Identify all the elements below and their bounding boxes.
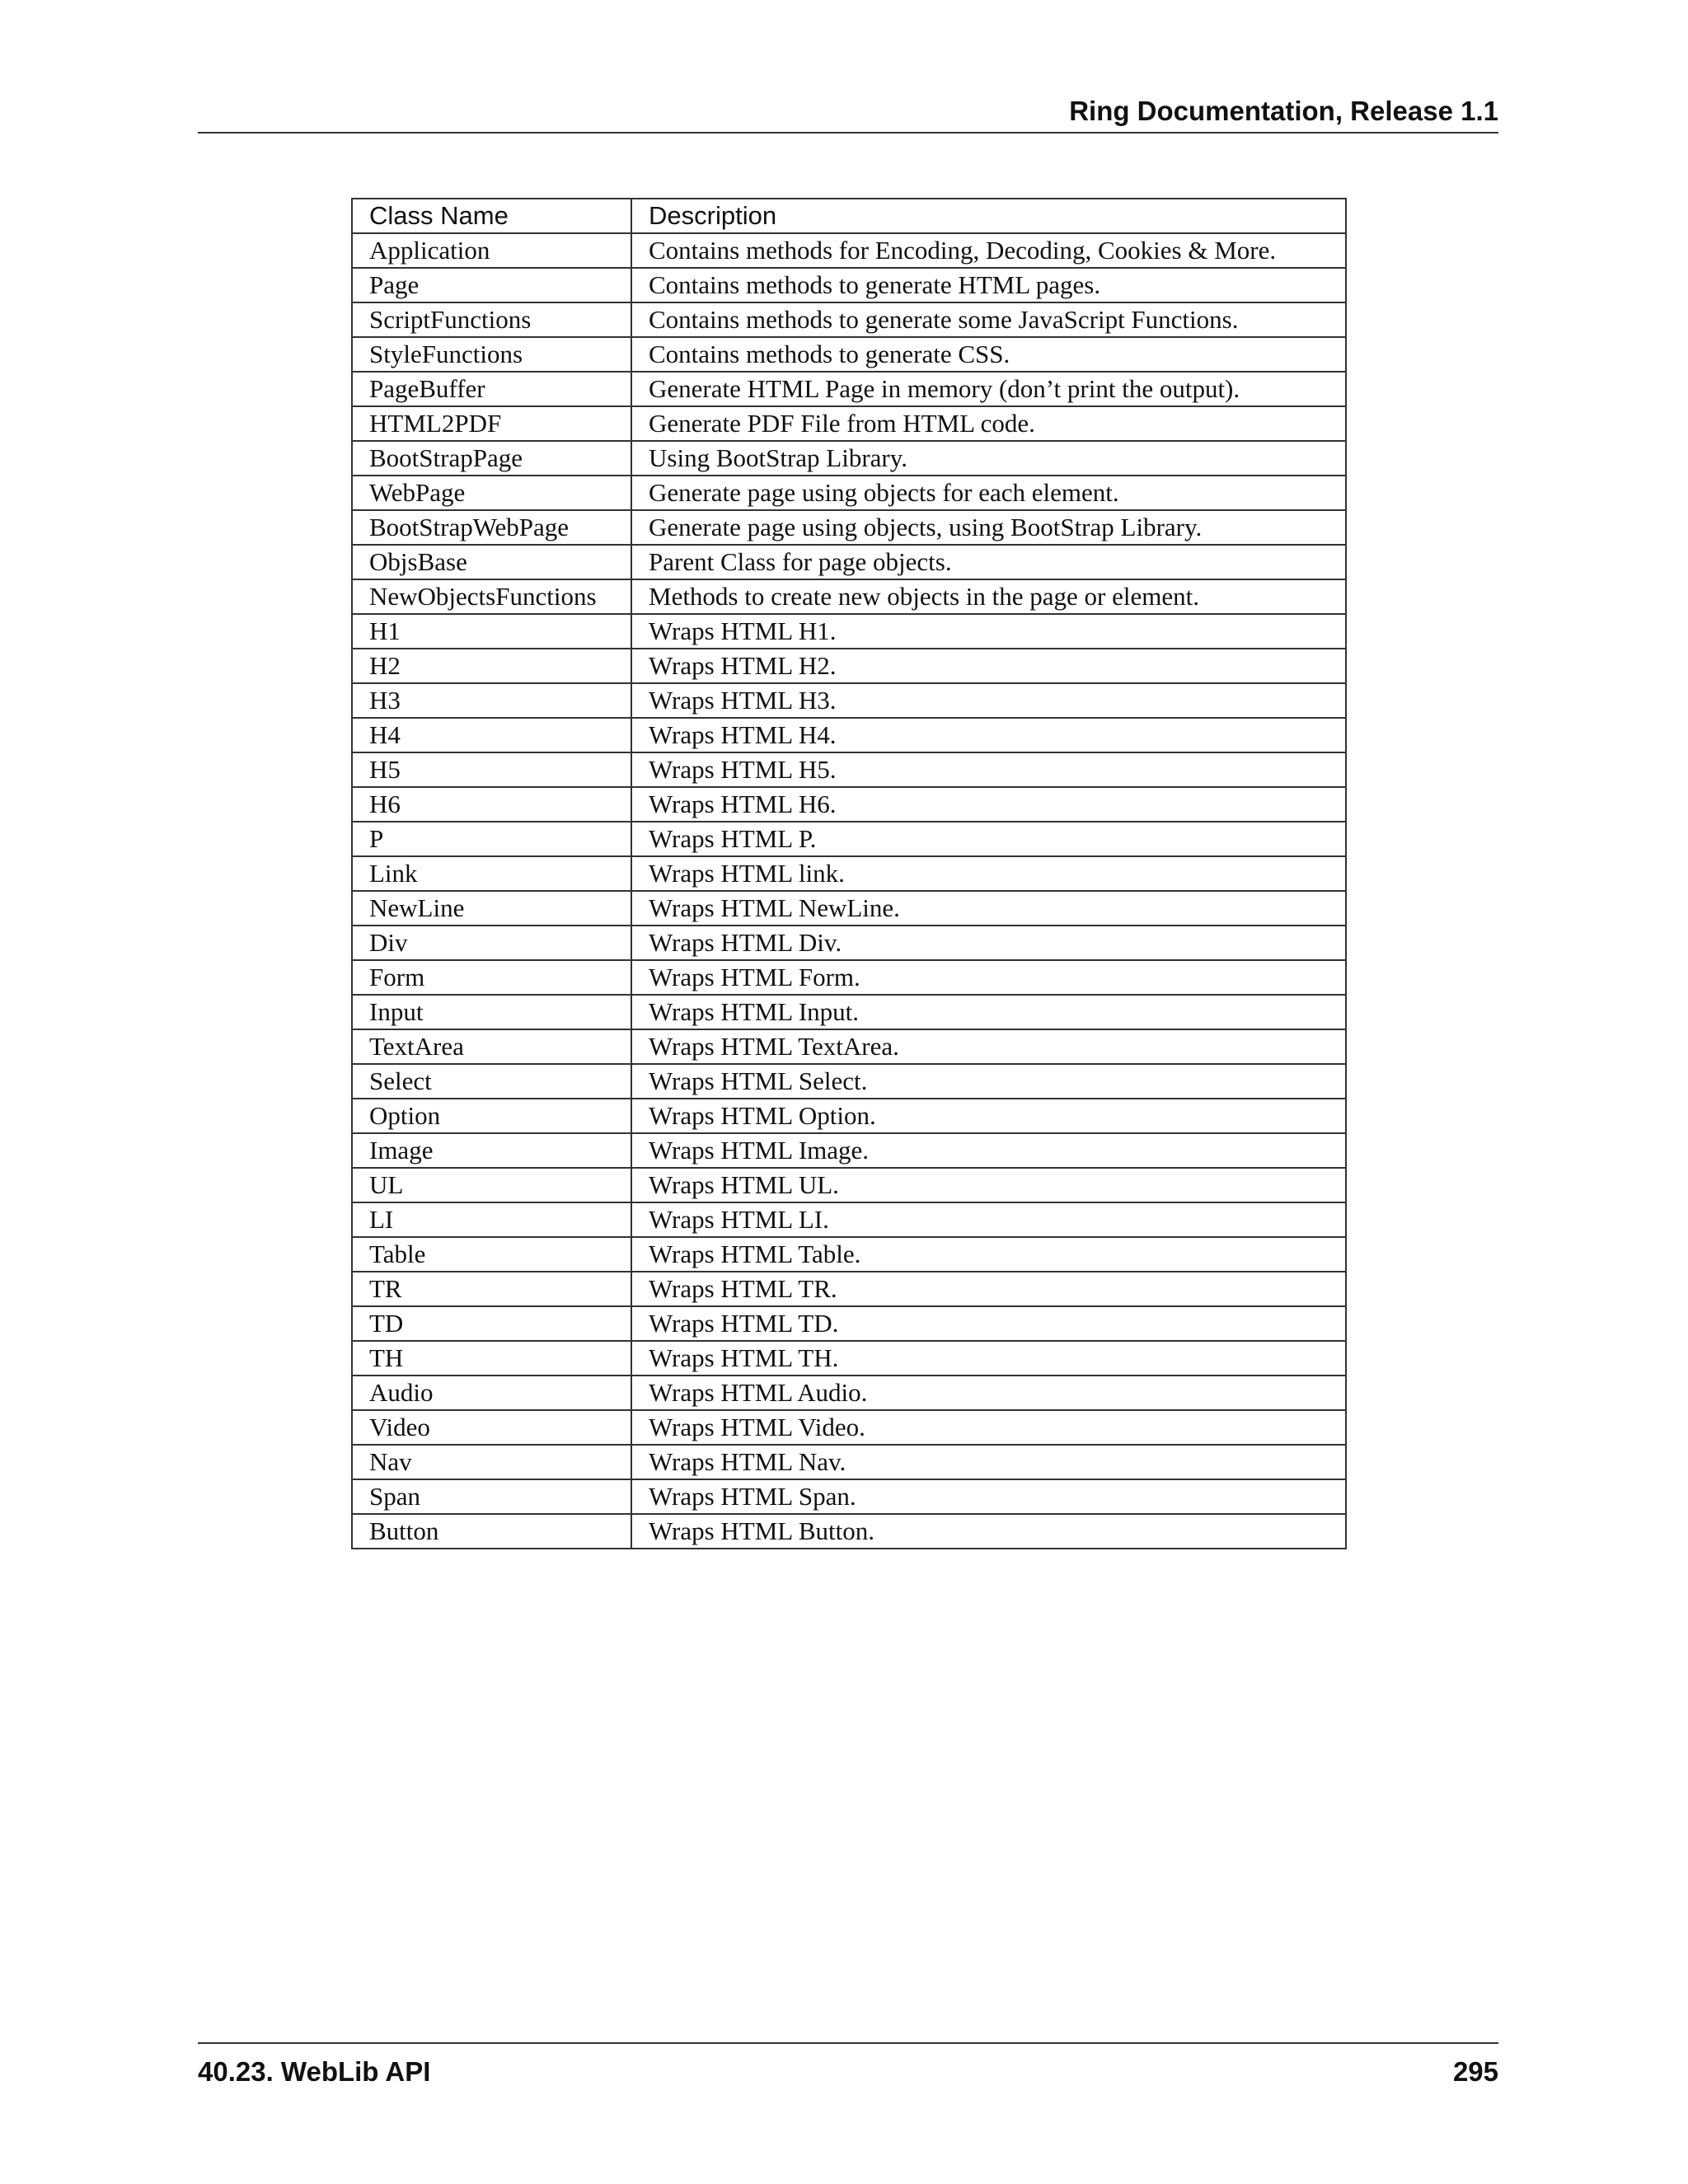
table-row xyxy=(352,995,1346,1029)
class-name-cell: NewObjectsFunctions xyxy=(352,579,631,614)
table-row xyxy=(352,683,1346,718)
description-cell: Wraps HTML H4. xyxy=(631,718,1346,752)
table-row xyxy=(352,1514,1346,1549)
description-cell: Contains methods to generate CSS. xyxy=(631,337,1346,372)
table-row xyxy=(352,302,1346,337)
class-name-cell: H5 xyxy=(352,752,631,787)
description-cell: Using BootStrap Library. xyxy=(631,441,1346,476)
table-row xyxy=(352,1341,1346,1376)
table-row xyxy=(352,510,1346,545)
description-cell: Wraps HTML Div. xyxy=(631,926,1346,960)
table-row xyxy=(352,614,1346,649)
table-body xyxy=(352,233,1346,1549)
description-cell: Wraps HTML NewLine. xyxy=(631,891,1346,926)
table-row xyxy=(352,1479,1346,1514)
table-row xyxy=(352,649,1346,683)
description-cell: Wraps HTML TD. xyxy=(631,1306,1346,1341)
class-name-cell: Button xyxy=(352,1514,631,1549)
class-name-cell: BootStrapWebPage xyxy=(352,510,631,545)
column-header-class-name: Class Name xyxy=(352,199,631,233)
description-cell: Wraps HTML Table. xyxy=(631,1237,1346,1272)
description-cell: Generate HTML Page in memory (don’t print the output). xyxy=(631,372,1346,406)
class-name-cell: TD xyxy=(352,1306,631,1341)
description-cell: Wraps HTML UL. xyxy=(631,1168,1346,1202)
description-cell: Wraps HTML H6. xyxy=(631,787,1346,822)
table-row xyxy=(352,787,1346,822)
class-name-cell: P xyxy=(352,822,631,856)
table-row xyxy=(352,1445,1346,1479)
table-row xyxy=(352,1202,1346,1237)
description-cell: Wraps HTML link. xyxy=(631,856,1346,891)
table-row xyxy=(352,268,1346,302)
description-cell: Generate PDF File from HTML code. xyxy=(631,406,1346,441)
class-name-cell: Option xyxy=(352,1099,631,1133)
description-cell: Wraps HTML Form. xyxy=(631,960,1346,995)
class-table xyxy=(351,198,1347,1549)
class-name-cell: BootStrapPage xyxy=(352,441,631,476)
table-row xyxy=(352,752,1346,787)
class-name-cell: Image xyxy=(352,1133,631,1168)
table-row xyxy=(352,822,1346,856)
table-row xyxy=(352,1272,1346,1306)
page-footer xyxy=(198,2042,1498,2090)
class-name-cell: PageBuffer xyxy=(352,372,631,406)
class-name-cell: H3 xyxy=(352,683,631,718)
table-row xyxy=(352,960,1346,995)
description-cell: Wraps HTML Span. xyxy=(631,1479,1346,1514)
table-row xyxy=(352,1064,1346,1099)
description-cell: Wraps HTML H3. xyxy=(631,683,1346,718)
table-row xyxy=(352,1410,1346,1445)
class-name-cell: NewLine xyxy=(352,891,631,926)
class-name-cell: TextArea xyxy=(352,1029,631,1064)
description-cell: Wraps HTML TH. xyxy=(631,1341,1346,1376)
table-row xyxy=(352,718,1346,752)
class-name-cell: TH xyxy=(352,1341,631,1376)
table-row xyxy=(352,1099,1346,1133)
table-row xyxy=(352,406,1346,441)
description-cell: Wraps HTML H5. xyxy=(631,752,1346,787)
description-cell: Wraps HTML H1. xyxy=(631,614,1346,649)
class-name-cell: Span xyxy=(352,1479,631,1514)
description-cell: Generate page using objects for each element. xyxy=(631,476,1346,510)
description-cell: Wraps HTML H2. xyxy=(631,649,1346,683)
class-name-cell: H6 xyxy=(352,787,631,822)
description-cell: Wraps HTML TR. xyxy=(631,1272,1346,1306)
table-row xyxy=(352,372,1346,406)
class-name-cell: Div xyxy=(352,926,631,960)
class-name-cell: Link xyxy=(352,856,631,891)
table-row xyxy=(352,337,1346,372)
table-row xyxy=(352,1029,1346,1064)
description-cell: Generate page using objects, using BootStrap Library. xyxy=(631,510,1346,545)
description-cell: Wraps HTML Nav. xyxy=(631,1445,1346,1479)
document-title: Ring Documentation, Release 1.1 xyxy=(1069,96,1498,126)
class-name-cell: TR xyxy=(352,1272,631,1306)
column-header-description: Description xyxy=(631,199,1346,233)
description-cell: Contains methods to generate HTML pages. xyxy=(631,268,1346,302)
table-row xyxy=(352,1306,1346,1341)
description-cell: Wraps HTML P. xyxy=(631,822,1346,856)
table-header-row xyxy=(352,199,1346,233)
table-row xyxy=(352,891,1346,926)
table-row xyxy=(352,476,1346,510)
description-cell: Methods to create new objects in the page or element. xyxy=(631,579,1346,614)
table-row xyxy=(352,233,1346,268)
class-name-cell: Video xyxy=(352,1410,631,1445)
table-row xyxy=(352,545,1346,579)
description-cell: Wraps HTML Option. xyxy=(631,1099,1346,1133)
class-name-cell: Input xyxy=(352,995,631,1029)
class-name-cell: Select xyxy=(352,1064,631,1099)
table-row xyxy=(352,1237,1346,1272)
table-row xyxy=(352,441,1346,476)
class-name-cell: UL xyxy=(352,1168,631,1202)
class-name-cell: Audio xyxy=(352,1376,631,1410)
table-row xyxy=(352,856,1346,891)
table-row xyxy=(352,1168,1346,1202)
class-name-cell: H1 xyxy=(352,614,631,649)
description-cell: Contains methods to generate some JavaScript Functions. xyxy=(631,302,1346,337)
class-name-cell: Application xyxy=(352,233,631,268)
page-header xyxy=(198,91,1498,134)
description-cell: Wraps HTML Button. xyxy=(631,1514,1346,1549)
description-cell: Wraps HTML Audio. xyxy=(631,1376,1346,1410)
class-name-cell: H4 xyxy=(352,718,631,752)
description-cell: Parent Class for page objects. xyxy=(631,545,1346,579)
description-cell: Wraps HTML Select. xyxy=(631,1064,1346,1099)
table-row xyxy=(352,1376,1346,1410)
page-number: 295 xyxy=(1452,2056,1498,2087)
class-name-cell: Nav xyxy=(352,1445,631,1479)
class-name-cell: H2 xyxy=(352,649,631,683)
class-name-cell: Table xyxy=(352,1237,631,1272)
table-row xyxy=(352,579,1346,614)
class-name-cell: HTML2PDF xyxy=(352,406,631,441)
description-cell: Contains methods for Encoding, Decoding, Cookies & More. xyxy=(631,233,1346,268)
class-name-cell: StyleFunctions xyxy=(352,337,631,372)
description-cell: Wraps HTML Input. xyxy=(631,995,1346,1029)
description-cell: Wraps HTML Image. xyxy=(631,1133,1346,1168)
table-row xyxy=(352,926,1346,960)
class-name-cell: WebPage xyxy=(352,476,631,510)
class-name-cell: ScriptFunctions xyxy=(352,302,631,337)
description-cell: Wraps HTML TextArea. xyxy=(631,1029,1346,1064)
class-name-cell: LI xyxy=(352,1202,631,1237)
section-title: 40.23. WebLib API xyxy=(198,2056,431,2087)
table-row xyxy=(352,1133,1346,1168)
class-name-cell: Form xyxy=(352,960,631,995)
description-cell: Wraps HTML LI. xyxy=(631,1202,1346,1237)
class-name-cell: ObjsBase xyxy=(352,545,631,579)
class-name-cell: Page xyxy=(352,268,631,302)
description-cell: Wraps HTML Video. xyxy=(631,1410,1346,1445)
